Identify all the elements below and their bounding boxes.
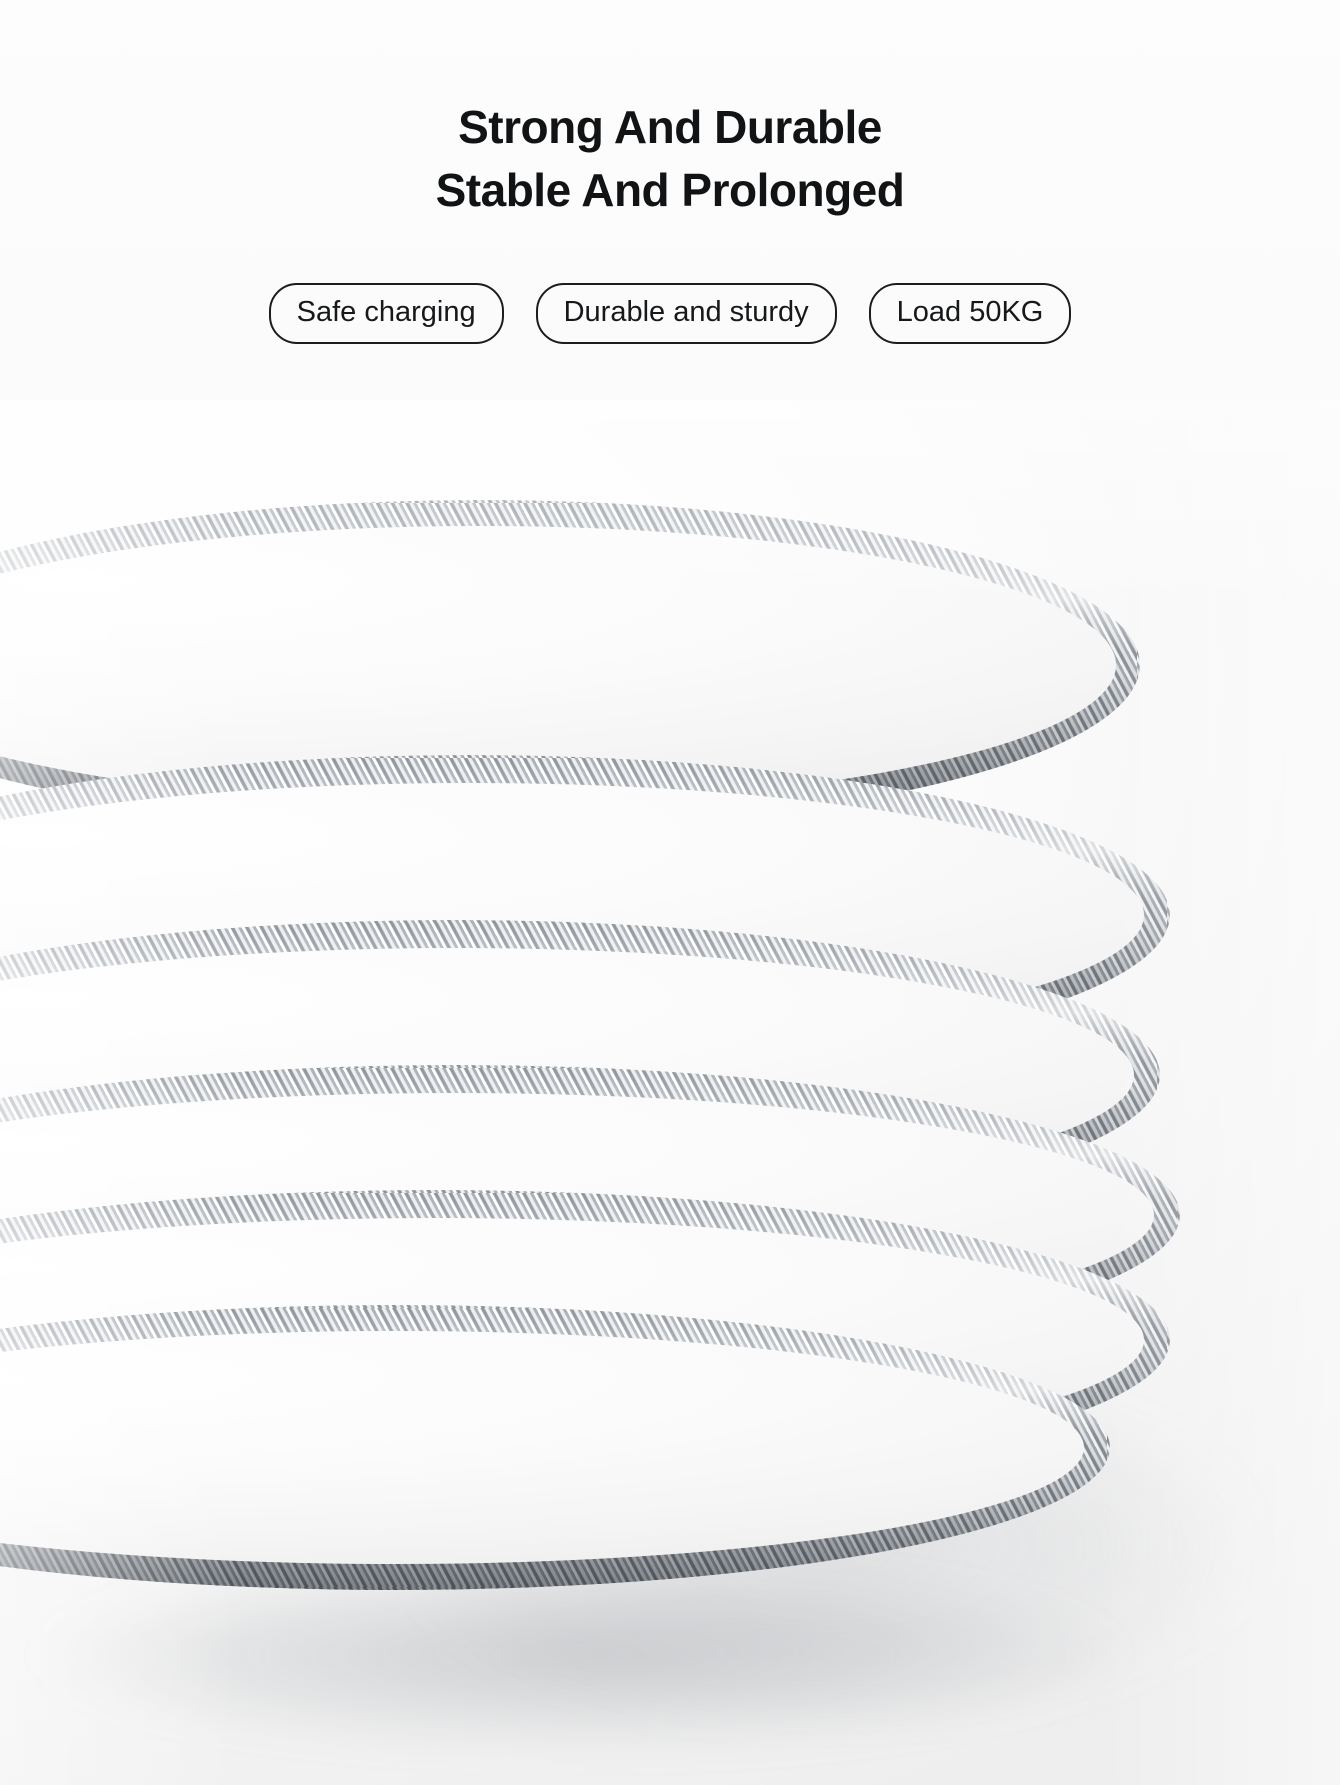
headline-line-2: Stable And Prolonged — [435, 164, 905, 217]
headline-line-1: Strong And Durable — [458, 101, 882, 153]
badge-durable-and-sturdy: Durable and sturdy — [536, 283, 837, 344]
product-photo-cable-coil — [0, 400, 1340, 1785]
headline-block — [0, 96, 1340, 223]
badge-safe-charging: Safe charging — [269, 283, 504, 344]
coil-floor-shadow — [40, 1560, 1120, 1750]
feature-badge-group — [0, 283, 1340, 344]
badge-load-50kg: Load 50KG — [869, 283, 1072, 344]
